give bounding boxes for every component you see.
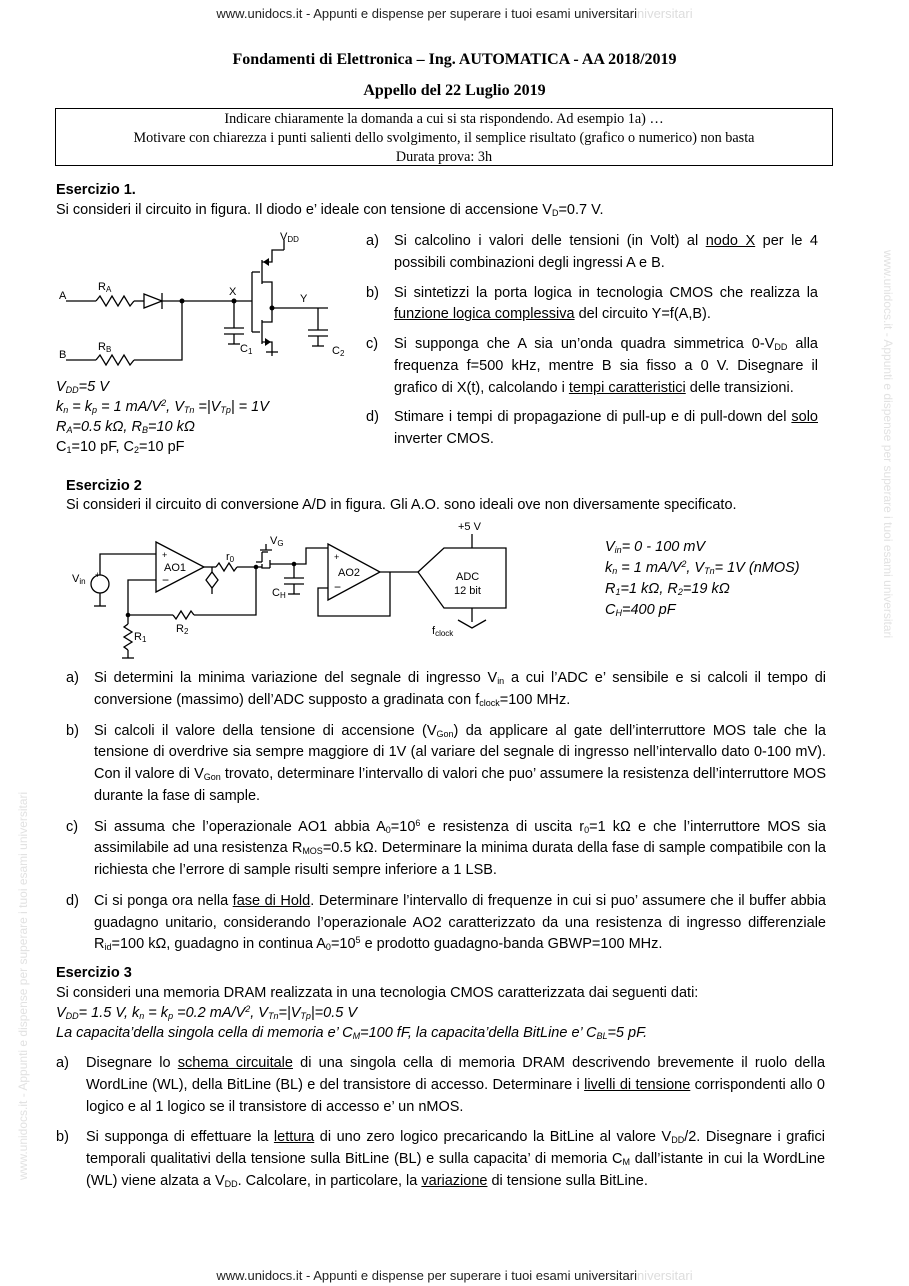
ex1-item-c: c) Si supponga che A sia un’onda quadra simmetrica $0-V_{DD}$ alla frequenza f=500 kHz, mentre B sia fisso a 0 V. Disegnare il grafico di X(t), calcolando i tempi caratteristici delle transizioni. xyxy=(366,336,818,396)
ao1-label: AO1 xyxy=(164,562,187,574)
vdd-sub: DD xyxy=(287,235,299,244)
vdd-label: V xyxy=(280,232,288,243)
watermark-top: www.unidocs.it - Appunti e dispense per superare i tuoi esami universitariniversitari xyxy=(216,6,693,21)
watermark-bottom: www.unidocs.it - Appunti e dispense per superare i tuoi esami universitariniversitari xyxy=(216,1268,693,1283)
exam-title: Fondamenti di Elettronica – Ing. AUTOMATICA - AA 2018/2019 xyxy=(232,51,677,68)
ex2-heading: Esercizio 2 xyxy=(66,478,142,494)
c1-sub: 1 xyxy=(247,347,253,356)
node-b-label: B xyxy=(59,349,67,361)
watermark-left: www.unidocs.it - Appunti e dispense per superare i tuoi esami universitari xyxy=(16,791,30,1180)
svg-text:−: − xyxy=(334,580,342,594)
node-x-label: X xyxy=(229,286,237,298)
svg-text:+: + xyxy=(334,552,340,562)
svg-text:r0 xyxy=(226,551,235,564)
ex3-item-a: a) Disegnare lo schema circuitale di una singola cella di memoria DRAM descrivendo brevemente il ruolo della WordLine (WL), della BitLine (BL) e del transistore di accesso. Determinare i livelli di tensione corrispondenti allo 0 logico e al 1 logico se il transistore di accesso e’ un nMOS. xyxy=(56,1055,826,1115)
exam-date: Appello del 22 Luglio 2019 xyxy=(363,82,546,99)
ex2-intro: Si consideri il circuito di conversione A/D in figura. Gli A.O. sono ideali ove non diversamente specificato. xyxy=(66,497,737,513)
ex3-questions xyxy=(56,1053,825,1193)
r2-label: R xyxy=(176,623,184,635)
svg-text:RA xyxy=(98,281,112,294)
ex3-intro: Si consideri una memoria DRAM realizzata in una tecnologia CMOS caratterizzata dai seguenti dati: xyxy=(56,985,699,1001)
svg-text:C1 xyxy=(240,343,253,356)
fclock-sub: clock xyxy=(435,629,454,638)
c2-sub: 2 xyxy=(339,349,345,358)
adc-supply: +5 V xyxy=(458,521,481,533)
rb-sub: B xyxy=(105,345,112,354)
svg-text:VDD xyxy=(280,232,299,244)
ex2-item-d: d) Ci si ponga ora nella fase di Hold. Determinare l’intervallo di frequenze in cui si puo’ assumere che il buffer abbia guadagno unitario, considerando l’operazionale AO2 caratterizzato da una resistenza di ingresso differenziale $R_{id}=100$ kΩ, guadagno in continua $A_0=10^5$ e prodotto guadagno-banda GBWP=100 MHz. xyxy=(66,892,826,953)
r2-sub: 2 xyxy=(183,627,189,636)
vin-sub: in xyxy=(79,577,86,586)
vin-label: V xyxy=(72,573,80,585)
instruction-line: Durata prova: 3h xyxy=(395,149,493,165)
instruction-line: Indicare chiaramente la domanda a cui si sta rispondendo. Ad esempio 1a) … xyxy=(224,111,664,127)
ex1-item-d: d) Stimare i tempi di propagazione di pull-up e di pull-down del solo inverter CMOS. xyxy=(366,409,818,447)
rb-label: R xyxy=(98,341,106,353)
r1-sub: 1 xyxy=(141,635,147,644)
ex1-heading: Esercizio 1. xyxy=(56,182,136,198)
svg-text:R2 xyxy=(176,623,189,636)
svg-text:fclock xyxy=(432,625,454,638)
svg-text:+: + xyxy=(162,550,168,560)
r1-label: R xyxy=(134,631,142,643)
ex1-intro: Si consideri il circuito in figura. Il diodo e’ ideale con tensione di accensione $V_D=0.7$ V. xyxy=(56,202,604,218)
svg-text:R1 xyxy=(134,631,147,644)
ex3-params2: La capacita’della singola cella di memoria e’ $C_M=100$ fF, la capacita’della BitLine e’ $C_{BL}=5$ pF. xyxy=(56,1025,648,1041)
instructions-box xyxy=(55,108,833,166)
ex3-params1: $V_{DD}= 1.5$ V, $k_n = k_p =0.2$ $mA/V^2$, $V_{Tn}=|V_{Tp}|=0.5$ V xyxy=(56,1004,357,1021)
ex1-questions xyxy=(366,231,818,451)
ex3-item-b: b) Si supponga di effettuare la lettura di uno zero logico precaricando la BitLine al valore $V_{DD}/2$. Disegnare i grafici temporali qualitativi della tensione sulla BitLine (BL) e sulla capacita’ di memoria $C_M$ dall’istante in cui la WordLine (WL) viene alzata a $V_{DD}$. Calcolare, in particolare, la variazione di tensione sulla BitLine. xyxy=(56,1129,826,1189)
r0-label: r xyxy=(226,551,230,563)
ex2-params: $V_{in}= 0 - 100$ mV $k_n = 1$ $mA/V^2$, $V_{Tn}= 1V$ (nMOS) $R_1=1$ kΩ, $R_2=19$ kΩ $C_H=400$ pF xyxy=(605,539,800,618)
svg-text:VG xyxy=(270,535,284,548)
node-a-label: A xyxy=(59,290,67,302)
c1-label: C xyxy=(240,343,248,355)
ex2-circuit xyxy=(66,520,566,668)
ex2-item-a: a) Si determini la minima variazione del segnale di ingresso $V_{in}$ a cui l’ADC e’ sensibile e si calcoli il tempo di conversione (massimo) dell’ADC supposto a gradinata con $f_{clock}=100$ MHz. xyxy=(66,670,826,708)
ch-label: C xyxy=(272,587,280,599)
ao2-label: AO2 xyxy=(338,567,361,579)
svg-text:+: + xyxy=(95,570,101,580)
svg-text:Vin xyxy=(72,573,86,586)
svg-text:RB xyxy=(98,341,111,354)
adc-bits: 12 bit xyxy=(454,585,481,597)
ex1-item-a: a) Si calcolino i valori delle tensioni (in Volt) al nodo X per le 4 possibili combinazioni degli ingressi A e B. xyxy=(366,233,818,271)
vg-sub: G xyxy=(277,539,284,548)
vg-label: V xyxy=(270,535,278,547)
ra-label: R xyxy=(98,281,106,293)
r0-sub: 0 xyxy=(229,555,235,564)
fclock-label: f xyxy=(432,625,436,637)
svg-text:CH xyxy=(272,587,286,600)
c2-label: C xyxy=(332,345,340,357)
ch-sub: H xyxy=(279,591,286,600)
ex2-questions xyxy=(66,668,826,956)
ex2-item-b: b) Si calcoli il valore della tensione di accensione $(V_{Gon})$ da applicare al gate dell’interruttore MOS tale che la tensione di overdrive sia sempre maggiore di 1V (al variare del segnale di ingresso nell’intervallo dato 0-100 mV). Con il valore di $V_{Gon}$ trovato, determinare l’intervallo di valori che puo’ assumere la resistenza dell’interruttore MOS durante la fase di sample. xyxy=(66,722,827,804)
ex1-circuit xyxy=(56,232,356,382)
ex2-item-c: c) Si assuma che l’operazionale AO1 abbia $A_0=10^6$ e resistenza di uscita $r_0=1$ kΩ e che l’interruttore MOS sia assimilabile ad una resistenza $R_{MOS}=0.5$ kΩ. Determinare la minima durata della fase di sample compatibile con la richiesta che l’errore di sample risulti sempre inferiore a 1 LSB. xyxy=(66,817,826,878)
ra-sub: A xyxy=(105,285,112,294)
ex3-heading: Esercizio 3 xyxy=(56,965,132,981)
svg-text:−: − xyxy=(162,573,170,587)
adc-label: ADC xyxy=(456,571,480,583)
node-y-label: Y xyxy=(300,293,308,305)
ex1-params: $V_{DD}=5$ V $k_n = k_p = 1$ $mA/V^2$, $V_{Tn} =|V_{Tp}| = 1V$ $R_A=0.5$ kΩ, $R_B=10$ kΩ $C_1=10$ pF, $C_2=10$ pF xyxy=(56,379,269,455)
instruction-line: Motivare con chiarezza i punti salienti dello svolgimento, il semplice risultato (grafico o numerico) non basta xyxy=(133,130,755,146)
svg-text:C2 xyxy=(332,345,345,358)
ex1-item-b: b) Si sintetizzi la porta logica in tecnologia CMOS che realizza la funzione logica complessiva del circuito Y=f(A,B). xyxy=(366,284,818,323)
watermark-right: www.unidocs.it - Appunti e dispense per superare i tuoi esami universitari xyxy=(881,250,895,639)
